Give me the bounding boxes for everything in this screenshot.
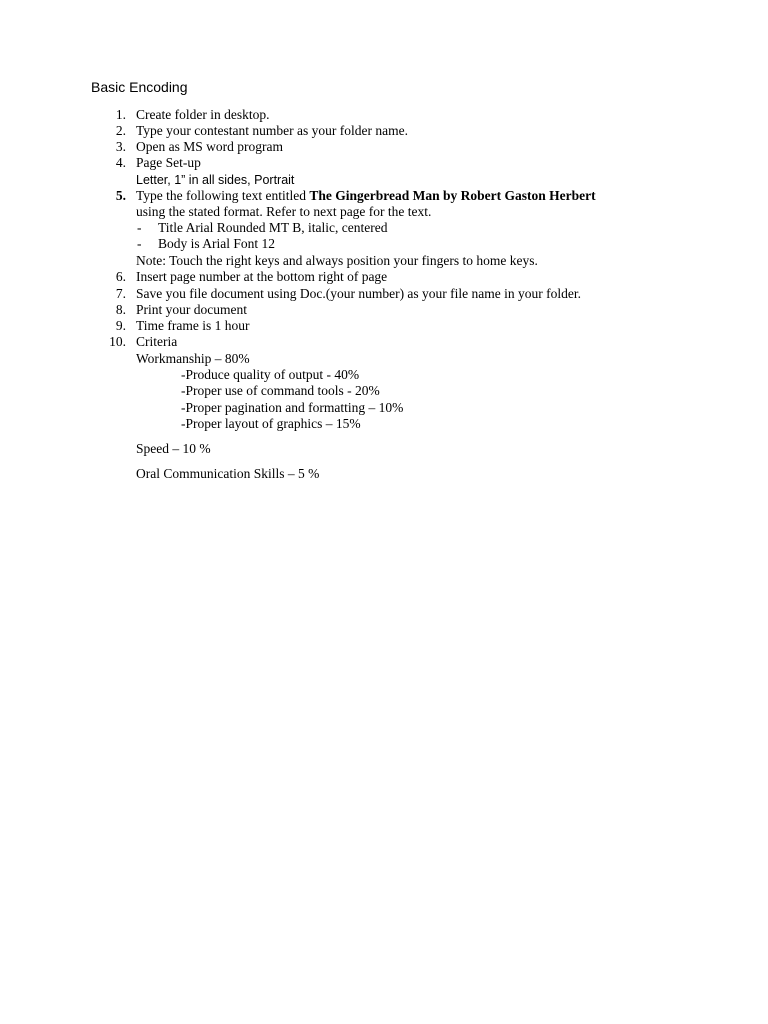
list-text: Save you file document using Doc.(your number) as your file name in your folder. xyxy=(136,286,582,301)
list-text: Print your document xyxy=(136,302,247,317)
document-heading: Basic Encoding xyxy=(91,79,188,95)
list-number: 8. xyxy=(115,302,126,317)
list-text: Type the following text entitled The Gingerbread Man by Robert Gaston Herbert xyxy=(136,188,596,203)
list-text: Type your contestant number as your folder name. xyxy=(136,123,408,138)
list-number: 3. xyxy=(115,139,126,154)
story-title: The Gingerbread Man by Robert Gaston Herbert xyxy=(309,188,596,203)
list-number: 2. xyxy=(115,123,126,138)
list-text: Insert page number at the bottom right of page xyxy=(136,269,388,284)
list-number: 7. xyxy=(115,286,126,301)
list-text: Time frame is 1 hour xyxy=(136,318,250,333)
list-text: Create folder in desktop. xyxy=(136,107,270,122)
list-number: 9. xyxy=(115,318,126,333)
list-number: 1. xyxy=(115,107,126,122)
list-text: Open as MS word program xyxy=(136,139,283,154)
list-text: Page Set-up xyxy=(136,155,201,170)
list-number: 10. xyxy=(109,334,126,349)
list-text: Criteria xyxy=(136,334,178,349)
document-page: Basic Encoding 1. Create folder in desktop. 2. Type your contestant number as your folder name. 3. Open as MS word program 4. Page Set-up Letter, 1” in all sides, Portrait 5. Type the following text entitled The Gingerbread Man by Robert Gaston Herbert using the stated format. Refer to next page for the text. - Title Arial Rounded MT B, italic, centered - Body is Arial Font 12 Note: Touch the right keys and always position your fingers to home keys. 6. Insert page number at the bottom right of page 7. Save you file document using Doc.(your number) as your file name in your folder. 8. Print your document 9. Time frame is 1 hour 10. Criteria Workmanship – 80% -Produce quality of output - 40% -Proper use of command tools - 20% -Proper pagination and formatting – 10% -Proper layout of graphics – 15% Speed – 10 % Oral Communication Skills – 5 % xyxy=(91,79,596,481)
list-number: 4. xyxy=(115,155,126,170)
list-number: 5. xyxy=(115,188,126,203)
list-number: 6. xyxy=(115,269,126,284)
